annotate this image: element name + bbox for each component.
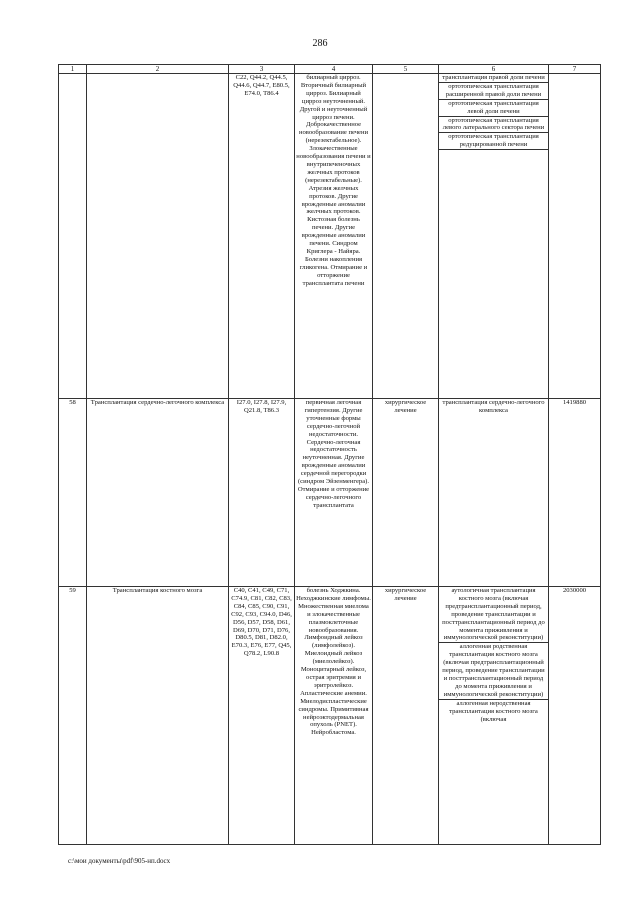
column-header: 2 — [87, 65, 229, 74]
methods-cell — [439, 587, 549, 845]
column-header: 6 — [439, 65, 549, 74]
treatment-type: хирургическое лечение — [373, 399, 439, 587]
column-header: 1 — [59, 65, 87, 74]
diagnosis-text: болезнь Ходжкина. Неходжкинские лимфомы. Множественная миелома и злокачественные плазмоклеточные новообразования. Лимфоидный лейкоз (лимфолейкоз). Миелоидный лейкоз (миелолейкоз). Моноцитарный лейкоз, острая эритремия и эритролейкоз. Апластические анемии. Миелодиспластические синдромы. Примитивная нейроэктодермальная опухоль (PNET). Нейробластома. — [295, 587, 373, 845]
icd-codes: I27.0, I27.8, I27.9, Q21.8, T86.3 — [229, 399, 295, 587]
table-row — [59, 399, 601, 587]
treatment-type: хирургическое лечение — [373, 587, 439, 845]
cost: 2030000 — [549, 587, 601, 845]
treatment-type — [373, 74, 439, 399]
method-item: трансплантация правой доли печени — [439, 74, 548, 83]
diagnosis-text: билиарный цирроз. Вторичный билиарный цирроз. Билиарный цирроз неуточненный. Другой и неуточненный цирроз печени. Доброкачественное новообразование печени (нерезектабельное). Злокачественные новообразования печени и внутрипеченочных желчных протоков (нерезектабельные). Атрезия желчных протоков. Другие врожденные аномалии желчных протоков. Кистозная болезнь печени. Другие врожденные аномалии печени. Синдром Криглера - Найяра. Болезни накопления гликогена. Отмирание и отторжение трансплантата печени — [295, 74, 373, 399]
service-name: Трансплантация сердечно-легочного комплекса — [87, 399, 229, 587]
column-header: 5 — [373, 65, 439, 74]
page-number: 286 — [312, 38, 328, 49]
table-row — [59, 74, 601, 399]
service-name — [87, 74, 229, 399]
method-item: аллогенная родственная трансплантация костного мозга (включая предтрансплантационный период, проведение трансплантации и посттрансплантационный период до момента приживления и иммунологической реконституции) — [439, 643, 548, 699]
icd-codes: C22, Q44.2, Q44.5, Q44.6, Q44.7, E80.5, E74.0, T86.4 — [229, 74, 295, 399]
services-table — [58, 64, 601, 845]
table-row — [59, 587, 601, 845]
column-header: 3 — [229, 65, 295, 74]
methods-cell — [439, 74, 549, 399]
row-number: 59 — [59, 587, 87, 845]
column-header: 7 — [549, 65, 601, 74]
row-number — [59, 74, 87, 399]
cost — [549, 74, 601, 399]
methods-cell — [439, 399, 549, 587]
diagnosis-text: первичная легочная гипертензия. Другие уточненные формы сердечно-легочной недостаточности. Сердечно-легочная недостаточность неуточненная. Другие врожденные аномалии сердечной перегородки (синдром Эйзенменгера). Отмирание и отторжение сердечно-легочного трансплантата — [295, 399, 373, 587]
column-header: 4 — [295, 65, 373, 74]
service-name: Трансплантация костного мозга — [87, 587, 229, 845]
column-number-row — [59, 65, 601, 74]
method-item: ортотопическая трансплантация левого латерального сектора печени — [439, 117, 548, 134]
method-item: ортотопическая трансплантация расширенной правой доли печени — [439, 83, 548, 100]
method-item: трансплантация сердечно-легочного комплекса — [442, 399, 545, 414]
cost: 1419880 — [549, 399, 601, 587]
method-item: ортотопическая трансплантация редуцированной печени — [439, 133, 548, 150]
file-path-footer: c:\мои документы\pdf\905-нп.docx — [68, 857, 171, 865]
method-item: аллогенная неродственная трансплантация костного мозга (включая — [449, 699, 538, 723]
method-item: ортотопическая трансплантация левой доли печени — [439, 100, 548, 117]
icd-codes: C40, C41, C49, C71, C74.9, C81, C82, C83, C84, C85, C90, C91, C92, C93, C94.0, D46, D56, D57, D58, D61, D69, D70, D71, D76, D80.5, D81, D82.0, E70.3, E76, E77, Q45, Q78.2, L90.8 — [229, 587, 295, 845]
row-number: 58 — [59, 399, 87, 587]
method-item: аутологичная трансплантация костного мозга (включая предтрансплантационный период, проведение трансплантации и посттрансплантационный период до момента приживления и иммунологической реконституции) — [439, 587, 548, 643]
